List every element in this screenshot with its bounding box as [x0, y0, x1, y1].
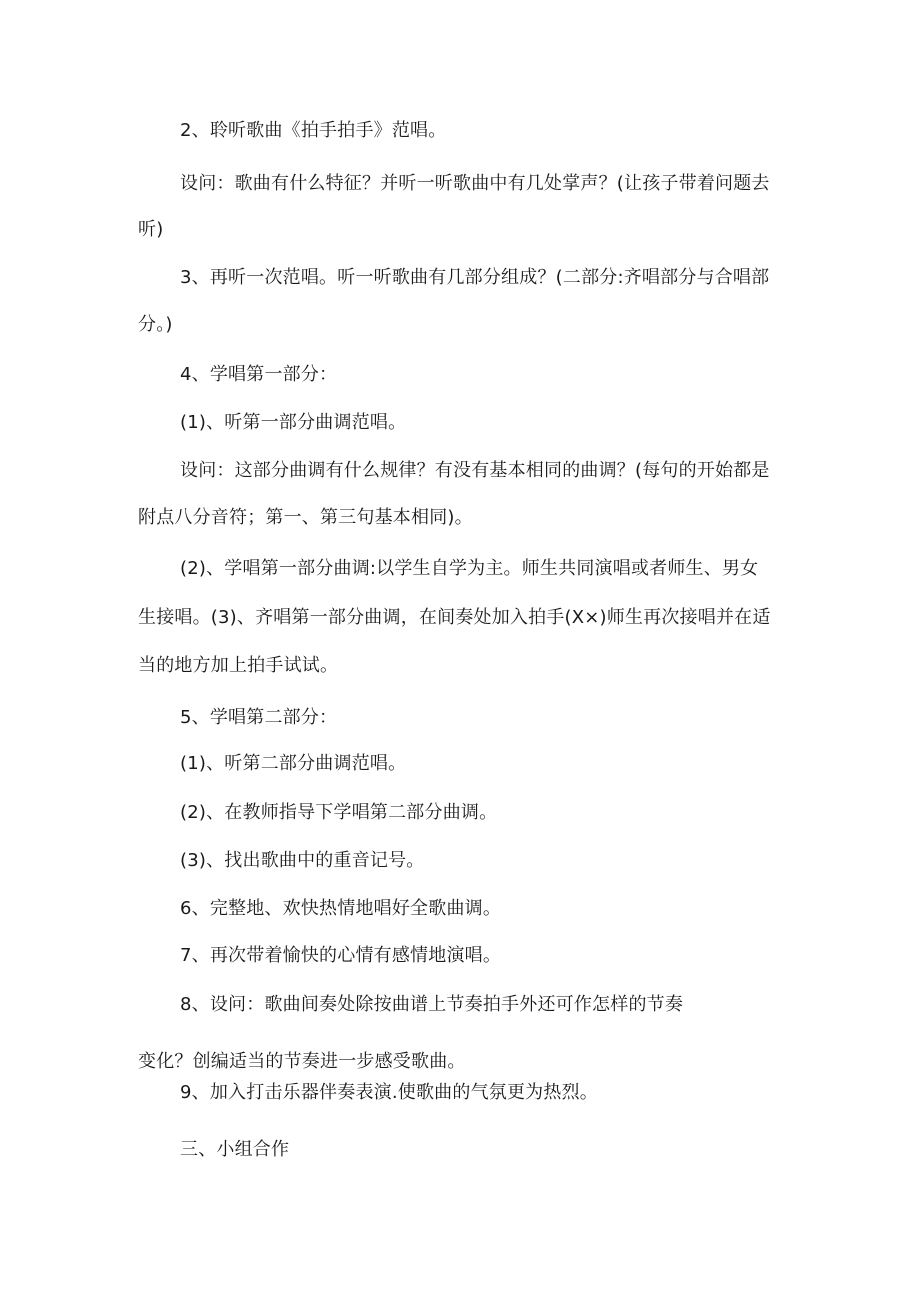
- paragraph-line: 7、再次带着愉快的心情有感情地演唱。: [180, 945, 502, 966]
- paragraph-line: (1)、听第二部分曲调范唱。: [180, 753, 407, 774]
- paragraph-line: 3、再听一次范唱。听一听歌曲有几部分组成？(二部分:齐唱部分与合唱部: [180, 267, 770, 288]
- paragraph-line: 设问：歌曲有什么特征？并听一听歌曲中有几处掌声？(让孩子带着问题去: [180, 173, 770, 194]
- paragraph-line: 生接唱。(3)、齐唱第一部分曲调，在间奏处加入拍手(X×)师生再次接唱并在适: [138, 607, 771, 628]
- paragraph-line: 设问：这部分曲调有什么规律？有没有基本相同的曲调？(每句的开始都是: [180, 460, 770, 481]
- section-heading: 三、小组合作: [180, 1139, 290, 1160]
- paragraph-line: 5、学唱第二部分：: [180, 707, 338, 728]
- paragraph-line: 9、加入打击乐器伴奏表演.使歌曲的气氛更为热烈。: [180, 1082, 598, 1103]
- paragraph-line: 6、完整地、欢快热情地唱好全歌曲调。: [180, 898, 502, 919]
- paragraph-line: 8、设问：歌曲间奏处除按曲谱上节奏拍手外还可作怎样的节奏: [180, 994, 684, 1015]
- paragraph-line: 当的地方加上拍手试试。: [138, 655, 339, 676]
- paragraph-line: 2、聆听歌曲《拍手拍手》范唱。: [180, 120, 447, 141]
- paragraph-line: 附点八分音符；第一、第三句基本相同)。: [138, 507, 473, 528]
- paragraph-line: 分。): [138, 314, 173, 335]
- paragraph-line: (2)、学唱第一部分曲调:以学生自学为主。师生共同演唱或者师生、男女: [180, 558, 759, 579]
- paragraph-line: 听): [138, 219, 164, 240]
- paragraph-line: 变化？创编适当的节奏进一步感受歌曲。: [138, 1051, 466, 1072]
- paragraph-line: 4、学唱第一部分：: [180, 364, 338, 385]
- paragraph-line: (1)、听第一部分曲调范唱。: [180, 412, 407, 433]
- paragraph-line: (3)、找出歌曲中的重音记号。: [180, 850, 425, 871]
- paragraph-line: (2)、在教师指导下学唱第二部分曲调。: [180, 802, 498, 823]
